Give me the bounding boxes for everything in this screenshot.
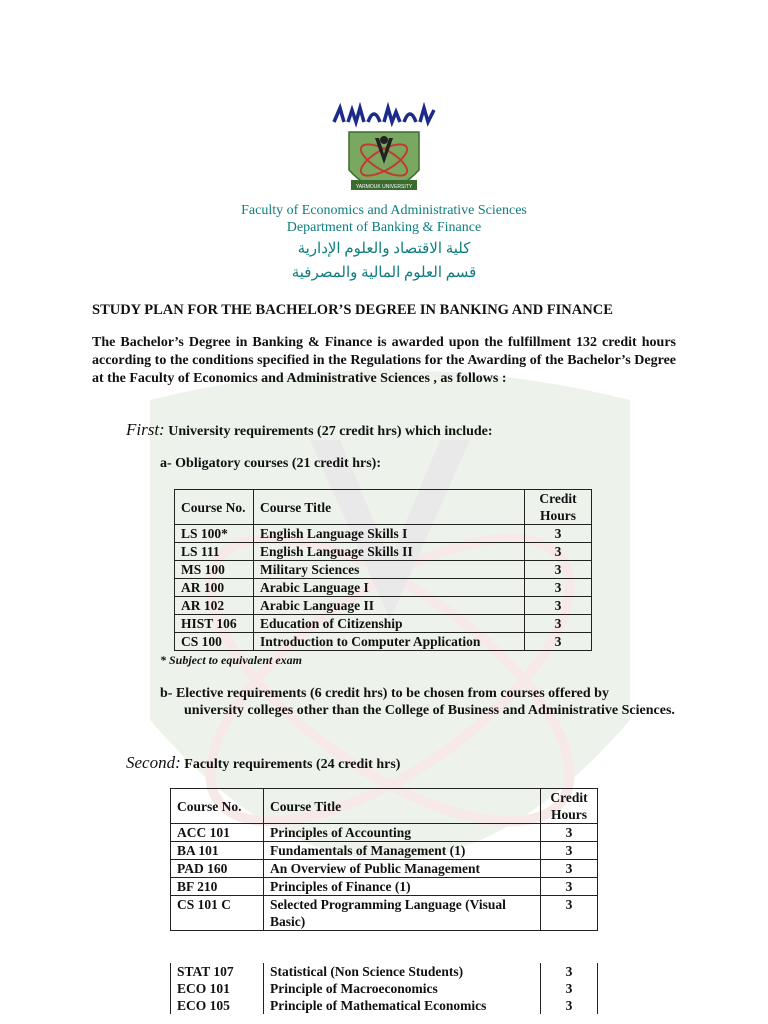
course-title: Education of Citizenship — [254, 615, 525, 633]
course-title: An Overview of Public Management — [264, 860, 541, 878]
course-title: Principle of Mathematical Economics — [264, 997, 541, 1014]
credit-hours: 3 — [525, 543, 592, 561]
table-row — [175, 525, 592, 543]
elective-line-1: b- Elective requirements (6 credit hrs) to be chosen from courses offered by — [160, 686, 609, 701]
course-title: Selected Programming Language (Visual Basic) — [264, 896, 541, 931]
course-no: CS 101 C — [171, 896, 264, 931]
course-no: PAD 160 — [171, 860, 264, 878]
course-title: Fundamentals of Management (1) — [264, 842, 541, 860]
credit-hours: 3 — [525, 579, 592, 597]
table-row — [171, 997, 598, 1014]
section-first-label: First: — [126, 420, 165, 439]
department-name-en: Department of Banking & Finance — [286, 220, 482, 235]
course-no: ECO 105 — [171, 997, 264, 1014]
arabic-calligraphy-logo — [330, 102, 438, 128]
credit-hours: 3 — [541, 963, 598, 980]
credit-hours: 3 — [541, 997, 598, 1014]
course-no: AR 102 — [175, 597, 254, 615]
intro-paragraph: The Bachelor’s Degree in Banking & Finance is awarded upon the fulfillment 132 credit hours according to the conditions specified in the Regulations for the Awarding of the Bachelor’s Degree at the Faculty of Economics and Administrative Sciences , as follows : — [92, 335, 676, 386]
course-title: Introduction to Computer Application — [254, 633, 525, 651]
table-row — [175, 633, 592, 651]
course-title: Principles of Accounting — [264, 824, 541, 842]
course-no: HIST 106 — [175, 615, 254, 633]
section-second-text: Faculty requirements (24 credit hrs) — [184, 757, 401, 772]
table-row — [171, 896, 598, 931]
svg-text:YARMOUK UNIVERSITY: YARMOUK UNIVERSITY — [355, 184, 413, 190]
table-row — [175, 543, 592, 561]
table-header-row — [171, 789, 598, 824]
course-no: BF 210 — [171, 878, 264, 896]
course-no: BA 101 — [171, 842, 264, 860]
course-title: Principle of Macroeconomics — [264, 980, 541, 997]
table-row — [171, 980, 598, 997]
course-no: ECO 101 — [171, 980, 264, 997]
table-row — [175, 597, 592, 615]
department-name-ar: قسم العلوم المالية والمصرفية — [291, 265, 477, 281]
credit-hours: 3 — [541, 860, 598, 878]
table-row — [175, 579, 592, 597]
table-row — [171, 878, 598, 896]
footnote-equivalent-exam: * Subject to equivalent exam — [160, 653, 302, 667]
course-no: STAT 107 — [171, 963, 264, 980]
credit-hours: 3 — [541, 980, 598, 997]
table-row — [171, 824, 598, 842]
column-header-course-title: Course Title — [264, 789, 541, 824]
elective-requirements-paragraph — [160, 685, 676, 719]
obligatory-courses-heading: a- Obligatory courses (21 credit hrs): — [160, 456, 381, 471]
course-no: LS 100* — [175, 525, 254, 543]
table-header-row — [175, 490, 592, 525]
course-no: AR 100 — [175, 579, 254, 597]
credit-hours: 3 — [525, 615, 592, 633]
faculty-name-ar: كلية الاقتصاد والعلوم الإدارية — [297, 241, 471, 257]
column-header-credit-hours: Credit Hours — [541, 789, 598, 824]
credit-hours: 3 — [541, 842, 598, 860]
course-no: CS 100 — [175, 633, 254, 651]
elective-line-rest: university colleges other than the College of Business and Administrative Sciences. — [184, 703, 675, 718]
credit-hours: 3 — [541, 878, 598, 896]
faculty-name-en: Faculty of Economics and Administrative Sciences — [241, 203, 527, 218]
university-requirements-table — [174, 489, 592, 651]
credit-hours: 3 — [525, 633, 592, 651]
course-no: LS 111 — [175, 543, 254, 561]
credit-hours: 3 — [525, 525, 592, 543]
section-first-text: University requirements (27 credit hrs) which include: — [168, 424, 493, 439]
table-row — [175, 561, 592, 579]
faculty-requirements-table-continued — [170, 963, 598, 1014]
course-title: English Language Skills II — [254, 543, 525, 561]
course-title: English Language Skills I — [254, 525, 525, 543]
course-no: MS 100 — [175, 561, 254, 579]
table-row — [175, 615, 592, 633]
faculty-requirements-table — [170, 788, 598, 931]
course-title: Arabic Language I — [254, 579, 525, 597]
course-title: Military Sciences — [254, 561, 525, 579]
university-crest-icon — [345, 130, 423, 202]
course-title: Principles of Finance (1) — [264, 878, 541, 896]
course-title: Arabic Language II — [254, 597, 525, 615]
column-header-credit-hours: Credit Hours — [525, 490, 592, 525]
column-header-course-title: Course Title — [254, 490, 525, 525]
table-row — [171, 860, 598, 878]
course-no: ACC 101 — [171, 824, 264, 842]
credit-hours: 3 — [541, 824, 598, 842]
table-row — [171, 963, 598, 980]
section-second-heading — [126, 753, 400, 773]
plan-title: STUDY PLAN FOR THE BACHELOR’S DEGREE IN BANKING AND FINANCE — [92, 302, 613, 318]
column-header-course-no: Course No. — [175, 490, 254, 525]
table-row — [171, 842, 598, 860]
credit-hours: 3 — [525, 597, 592, 615]
credit-hours: 3 — [541, 896, 598, 931]
section-second-label: Second: — [126, 753, 181, 772]
course-title: Statistical (Non Science Students) — [264, 963, 541, 980]
section-first-heading — [126, 420, 493, 440]
credit-hours: 3 — [525, 561, 592, 579]
column-header-course-no: Course No. — [171, 789, 264, 824]
